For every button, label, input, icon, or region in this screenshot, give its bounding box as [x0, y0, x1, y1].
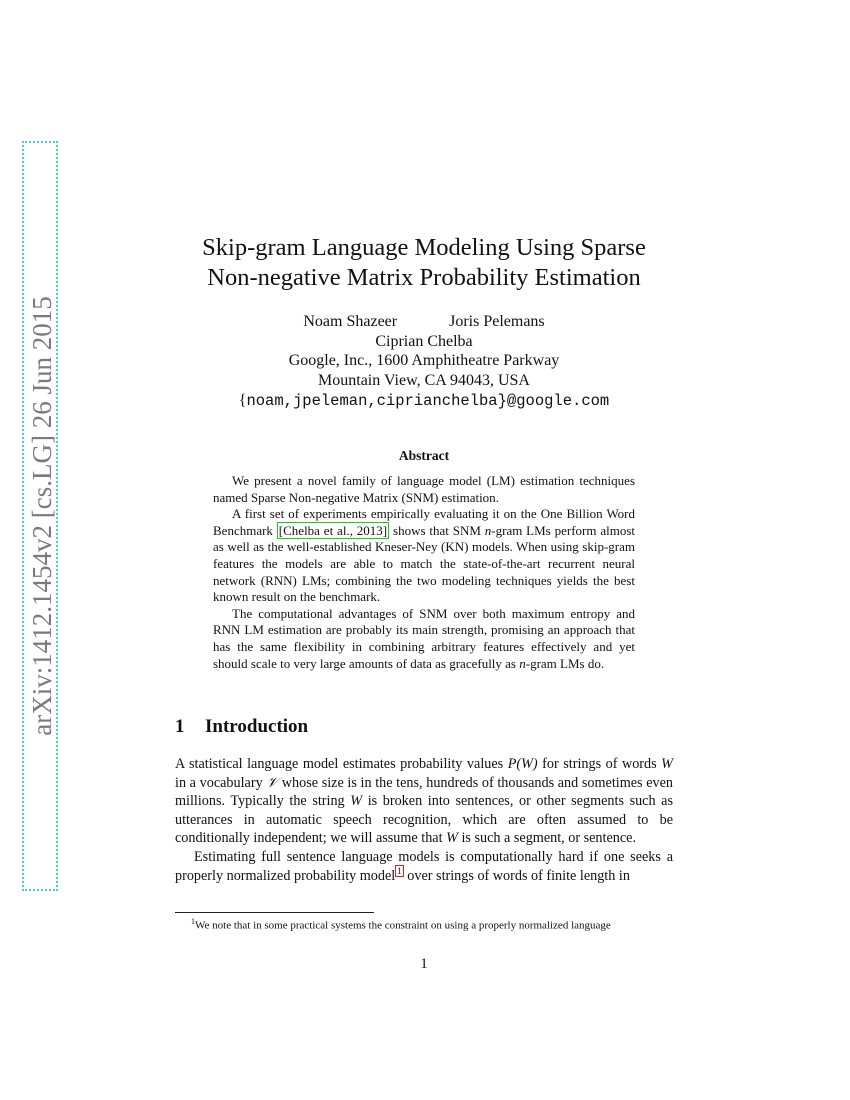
footnote: [175, 917, 673, 932]
abstract-heading: Abstract: [398, 448, 450, 463]
section-title: Introduction: [205, 716, 309, 737]
title-line-2: Non-negative Matrix Probability Estimation: [207, 264, 641, 291]
abstract-body: [213, 473, 635, 672]
page-number: 1: [420, 956, 428, 972]
section-number: 1: [175, 716, 185, 737]
author-row: [150, 312, 698, 332]
citation-link[interactable]: [Chelba et al., 2013]: [278, 522, 388, 538]
author-name: Noam Shazeer: [303, 313, 398, 330]
arxiv-stamp: arXiv:1412.1454v2 [cs.LG] 26 Jun 2015: [22, 141, 58, 891]
email: {noam,jpeleman,ciprianchelba}@google.com: [238, 392, 610, 410]
abstract-paragraph: A first set of experiments empirically evaluating it on the One Billion Word Benchmark [Chelba et al., 2013] shows that SNM n-gram LMs perform almost as well as the well-established Kneser-Ney (KN) models. When using skip-gram features the models are able to match the state-of-the-art recurrent neural network (RNN) LMs; combining the two modeling techniques yields the best known result on the benchmark.: [213, 506, 636, 605]
footnote-text: We note that in some practical systems the constraint on using a properly normalized language: [195, 919, 611, 932]
footnote-mark: 1: [191, 917, 195, 926]
author-block: [150, 312, 698, 412]
body-paragraph: Estimating full sentence language models is computationally hard if one seeks a properly normalized probability model $^1$ over strings of words of finite length in: [175, 848, 673, 884]
address: Mountain View, CA 94043, USA: [318, 371, 530, 389]
abstract-paragraph: We present a novel family of language model (LM) estimation techniques named Sparse Non-negative Matrix (SNM) estimation.: [213, 473, 635, 505]
footnote-divider: [175, 912, 374, 913]
abstract-paragraph: The computational advantages of SNM over both maximum entropy and RNN LM estimation are probably its main strength, promising an approach that has the same flexibility in combining arbitrary features effectively and yet should scale to very large amounts of data as gracefully as n-gram LMs do.: [213, 605, 635, 671]
author-name: Ciprian Chelba: [375, 332, 473, 350]
affiliation: Google, Inc., 1600 Amphitheatre Parkway: [288, 352, 560, 369]
title-line-1: Skip-gram Language Modeling Using Sparse: [202, 234, 646, 261]
body-text: [175, 755, 673, 885]
paper-title: [150, 233, 698, 293]
body-paragraph: A statistical language model estimates probability values P(W) for strings of words W in a vocabulary 𝒱 whose size is in the tens, hundreds of thousands and sometimes even millions. Typically the string W is broken into sentences, or other segments such as utterances in automatic speech recognition, which are often assumed to be conditionally independent; we will assume that W is such a segment, or sentence.: [175, 756, 673, 847]
author-name: Joris Pelemans: [449, 313, 545, 330]
footnote-link[interactable]: 1: [397, 865, 402, 876]
section-heading: [175, 716, 308, 738]
